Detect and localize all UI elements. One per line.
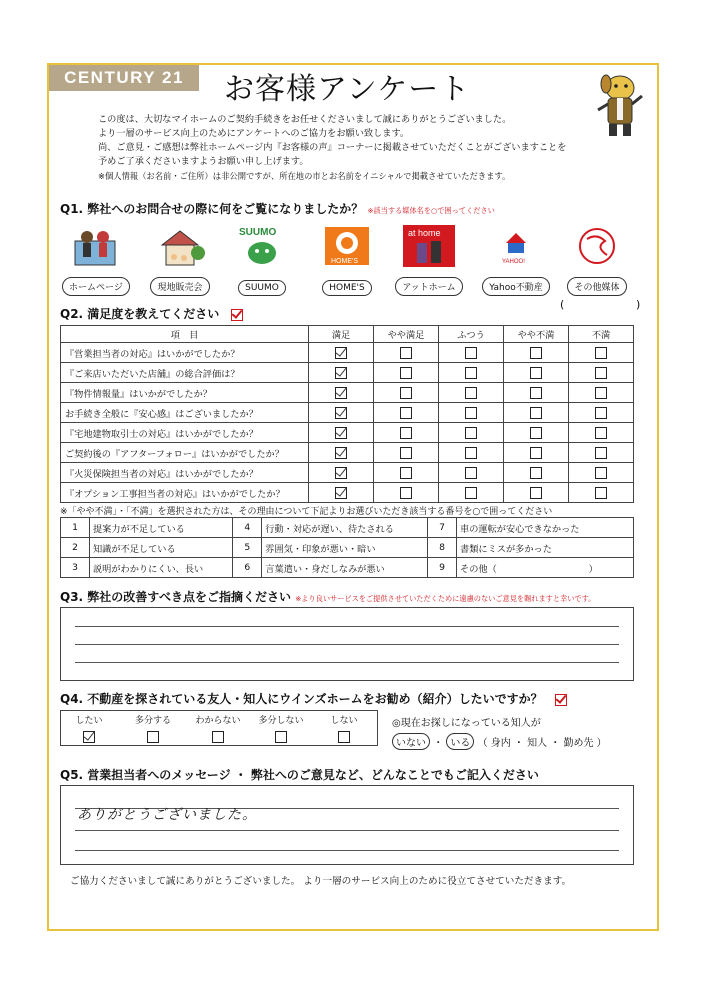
media-open-house[interactable] xyxy=(144,225,216,296)
rating-cell xyxy=(569,343,634,363)
checkbox[interactable] xyxy=(275,731,287,743)
checkbox[interactable] xyxy=(335,487,347,499)
house-illustration-icon xyxy=(69,225,121,267)
media-label: SUUMO xyxy=(238,280,286,296)
option-label: 多分しない xyxy=(258,716,304,726)
separator: ・ xyxy=(433,738,444,749)
rating-cell xyxy=(569,443,634,463)
known-options xyxy=(392,733,607,750)
footer-thanks: ご協力くださいまして誠にありがとうございました。 より一層のサービス向上のために役立てさせていただきます。 xyxy=(70,876,572,887)
checkbox[interactable] xyxy=(338,731,350,743)
question-item: 『火災保険担当者の対応』はいかがでしたか？ xyxy=(61,463,309,483)
checkbox[interactable] xyxy=(335,467,347,479)
rating-cell xyxy=(439,443,504,463)
check-mark-icon xyxy=(231,309,243,321)
rating-cell xyxy=(309,483,374,503)
checkbox[interactable] xyxy=(595,407,607,419)
checkbox[interactable] xyxy=(595,367,607,379)
checkbox[interactable] xyxy=(530,447,542,459)
rating-cell xyxy=(374,343,439,363)
page-title: お客様アンケート xyxy=(224,72,471,107)
rating-cell xyxy=(439,403,504,423)
satisfaction-row xyxy=(61,463,634,483)
family-house-icon xyxy=(154,225,206,267)
media-label: アットホーム xyxy=(395,277,462,296)
rating-cell xyxy=(374,363,439,383)
rating-cell xyxy=(309,443,374,463)
question-item: ご契約後の『アフターフォロー』はいかがでしたか？ xyxy=(61,443,309,463)
checkbox[interactable] xyxy=(530,407,542,419)
rating-cell xyxy=(309,343,374,363)
checkbox[interactable] xyxy=(530,467,542,479)
other-paren-close: ) xyxy=(636,298,641,311)
rating-cell xyxy=(374,383,439,403)
q1-heading xyxy=(60,200,495,217)
rating-cell xyxy=(504,343,569,363)
media-homepage[interactable] xyxy=(62,225,128,296)
satisfaction-row xyxy=(61,363,634,383)
reason-text: 雰囲気・印象が悪い・暗い xyxy=(262,538,428,558)
question-item: お手続き全般に『安心感』はございましたか？ xyxy=(61,403,309,423)
rating-cell xyxy=(439,483,504,503)
checkbox[interactable] xyxy=(530,367,542,379)
reason-note: ※「やや不満」・「不満」を選択された方は、その理由について下記よりお選びいただき該当する番号を○で囲ってください xyxy=(60,507,553,517)
rating-cell xyxy=(309,383,374,403)
reason-number[interactable]: 8 xyxy=(428,538,457,558)
rating-cell xyxy=(374,423,439,443)
checkbox[interactable] xyxy=(595,487,607,499)
question-item: 『営業担当者の対応』はいかがでしたか？ xyxy=(61,343,309,363)
col-header: 不満 xyxy=(569,326,634,343)
rating-cell xyxy=(504,463,569,483)
media-label: Yahoo不動産 xyxy=(482,277,550,296)
media-yahoo[interactable] xyxy=(480,225,552,296)
checkbox[interactable] xyxy=(400,467,412,479)
checkbox[interactable] xyxy=(530,387,542,399)
checkbox[interactable] xyxy=(595,347,607,359)
reason-text: 言葉遣い・身だしなみが悪い xyxy=(262,558,428,578)
rating-cell xyxy=(439,383,504,403)
q3-note: ※より良いサービスをご提供させていただくために遠慮のないご意見を賜れますと幸いです。 xyxy=(295,594,596,603)
media-label: HOME'S xyxy=(322,280,372,296)
checkbox[interactable] xyxy=(335,407,347,419)
svg-text:HOME'S: HOME'S xyxy=(331,258,359,265)
q3-label: Q3. 弊社の改善すべき点をご指摘ください xyxy=(60,590,292,604)
checkbox[interactable] xyxy=(400,407,412,419)
rating-cell xyxy=(439,343,504,363)
option-label: したい xyxy=(75,716,103,726)
checkbox[interactable] xyxy=(335,347,347,359)
reason-number[interactable]: 7 xyxy=(428,518,457,538)
checkbox[interactable] xyxy=(595,447,607,459)
rating-cell xyxy=(504,403,569,423)
rating-cell xyxy=(569,383,634,403)
rating-cell xyxy=(309,463,374,483)
reason-number[interactable]: 5 xyxy=(233,538,262,558)
reason-text: 知識が不足している xyxy=(90,538,233,558)
checkbox[interactable] xyxy=(595,387,607,399)
rating-cell xyxy=(569,463,634,483)
rating-cell xyxy=(504,423,569,443)
intro-line: 予めご了承くださいますようお願い申し上げます。 xyxy=(98,156,309,167)
satisfaction-row xyxy=(61,443,634,463)
checkbox[interactable] xyxy=(212,731,224,743)
rating-cell xyxy=(439,423,504,443)
q2-heading xyxy=(60,305,243,322)
rating-cell xyxy=(439,463,504,483)
checkbox[interactable] xyxy=(465,487,477,499)
reasons-table xyxy=(60,517,634,578)
checkbox[interactable] xyxy=(465,447,477,459)
rating-cell xyxy=(569,483,634,503)
checkbox[interactable] xyxy=(83,731,95,743)
answer-line xyxy=(75,662,619,663)
q4-option-yes[interactable] xyxy=(66,713,112,743)
checkbox[interactable] xyxy=(335,447,347,459)
reason-text: 書類にミスが多かった xyxy=(457,538,634,558)
known-none-option[interactable]: いない xyxy=(392,733,430,750)
q5-heading xyxy=(60,766,539,783)
option-label: しない xyxy=(330,716,358,726)
checkbox[interactable] xyxy=(530,427,542,439)
intro-line: より一層のサービス向上のためにアンケートへのご協力をお願い致します。 xyxy=(98,128,410,139)
media-label: ホームページ xyxy=(62,277,130,296)
checkbox[interactable] xyxy=(400,487,412,499)
answer-line xyxy=(75,830,619,831)
reason-number[interactable]: 4 xyxy=(233,518,262,538)
checkbox[interactable] xyxy=(335,367,347,379)
reason-number[interactable]: 9 xyxy=(428,558,457,578)
rating-cell xyxy=(309,403,374,423)
q5-answer-area[interactable] xyxy=(60,785,634,865)
q4-option-no[interactable] xyxy=(322,713,366,743)
question-item: 『物件情報量』はいかがでしたか？ xyxy=(61,383,309,403)
reason-row xyxy=(61,518,634,538)
checkbox[interactable] xyxy=(595,427,607,439)
intro-text xyxy=(98,113,618,183)
q1-note: ※該当する媒体名を○で囲ってください xyxy=(367,206,495,215)
col-header-item: 項 目 xyxy=(61,326,309,343)
col-header: やや不満 xyxy=(504,326,569,343)
rating-cell xyxy=(569,363,634,383)
col-header: ふつう xyxy=(439,326,504,343)
q4-option-maybe[interactable] xyxy=(126,713,180,743)
checkbox[interactable] xyxy=(465,387,477,399)
svg-text:SUUMO: SUUMO xyxy=(239,227,277,238)
rating-cell xyxy=(309,423,374,443)
checkbox[interactable] xyxy=(465,367,477,379)
relationship-options: （ 身内 ・ 知人 ・ 勤め先 ） xyxy=(477,738,607,749)
rating-cell xyxy=(439,363,504,383)
col-header: やや満足 xyxy=(374,326,439,343)
rating-cell xyxy=(569,403,634,423)
rating-cell xyxy=(374,463,439,483)
checkbox[interactable] xyxy=(400,447,412,459)
media-label: 現地販売会 xyxy=(150,277,209,296)
q4-label: Q4. 不動産を探されている友人・知人にウインズホームをお勧め（紹介）したいですか？ xyxy=(60,692,543,706)
rating-cell xyxy=(309,363,374,383)
sonota-stamp-icon xyxy=(571,225,623,267)
checkbox[interactable] xyxy=(595,467,607,479)
reason-number[interactable]: 1 xyxy=(61,518,90,538)
rating-cell xyxy=(374,443,439,463)
rating-cell xyxy=(504,443,569,463)
checkbox[interactable] xyxy=(147,731,159,743)
q4-heading xyxy=(60,690,567,707)
satisfaction-row xyxy=(61,483,634,503)
checkbox[interactable] xyxy=(335,387,347,399)
checkbox[interactable] xyxy=(400,367,412,379)
rating-cell xyxy=(569,423,634,443)
rating-cell xyxy=(374,403,439,423)
other-paren-open: ( xyxy=(560,298,565,311)
q1-label: Q1. 弊社へのお問合せの際に何をご覧になりましたか？ xyxy=(60,202,364,216)
reason-text: 行動・対応が遅い、待たされる xyxy=(262,518,428,538)
handwritten-answer: ありがとうございました。 xyxy=(77,807,257,823)
question-item: 『オプション工事担当者の対応』はいかがでしたか？ xyxy=(61,483,309,503)
intro-line: 尚、ご意見・ご感想は弊社ホームページ内『お客様の声』コーナーに掲載させていただくことがございますことを xyxy=(98,142,567,153)
option-label: 多分する xyxy=(134,716,171,726)
reason-number[interactable]: 3 xyxy=(61,558,90,578)
checkbox[interactable] xyxy=(400,427,412,439)
reason-text: その他（ ） xyxy=(457,558,634,578)
homes-logo-icon xyxy=(321,225,373,267)
q3-answer-area[interactable] xyxy=(60,607,634,681)
satisfaction-row xyxy=(61,423,634,443)
checkbox[interactable] xyxy=(530,487,542,499)
athome-logo-icon xyxy=(403,225,455,267)
media-label: その他媒体 xyxy=(567,277,626,296)
privacy-note: ※個人情報（お名前・ご住所）は非公開ですが、所在地の市とお名前をイニシャルで掲載させていただきます。 xyxy=(98,171,511,181)
yahoo-house-icon xyxy=(490,225,542,267)
svg-text:at home: at home xyxy=(408,228,441,238)
svg-text:YAHOO!: YAHOO! xyxy=(502,259,525,265)
col-header: 満足 xyxy=(309,326,374,343)
answer-line xyxy=(75,626,619,627)
satisfaction-row xyxy=(61,403,634,423)
checkbox[interactable] xyxy=(465,347,477,359)
q5-label: Q5. 営業担当者へのメッセージ ・ 弊社へのご意見など、どんなことでもご記入ください xyxy=(60,768,539,782)
answer-line xyxy=(75,644,619,645)
known-note: ◎現在お探しになっている知人が xyxy=(392,718,541,729)
reason-row xyxy=(61,538,634,558)
rating-cell xyxy=(504,383,569,403)
checkbox[interactable] xyxy=(465,427,477,439)
satisfaction-table xyxy=(60,325,634,503)
satisfaction-row xyxy=(61,383,634,403)
media-other[interactable] xyxy=(564,225,630,296)
intro-line: この度は、大切なマイホームのご契約手続きをお任せくださいまして誠にありがとうございました。 xyxy=(98,114,512,125)
satisfaction-row xyxy=(61,343,634,363)
rating-cell xyxy=(504,483,569,503)
reason-text: 提案力が不足している xyxy=(90,518,233,538)
century21-logo: CENTURY 21 xyxy=(49,65,199,91)
media-suumo[interactable] xyxy=(232,225,292,296)
question-item: 『宅地建物取引士の対応』はいかがでしたか？ xyxy=(61,423,309,443)
known-some-option[interactable]: いる xyxy=(446,733,474,750)
question-item: 『ご来店いただいた店舗』の総合評価は？ xyxy=(61,363,309,383)
q4-option-unsure[interactable] xyxy=(188,713,248,743)
reason-text: 説明がわかりにくい、長い xyxy=(90,558,233,578)
checkbox[interactable] xyxy=(400,387,412,399)
rating-cell xyxy=(504,363,569,383)
reason-text: 車の運転が安心できなかった xyxy=(457,518,634,538)
rating-cell xyxy=(374,483,439,503)
check-mark-icon xyxy=(555,694,567,706)
q4-option-probably-not[interactable] xyxy=(252,713,310,743)
checkbox[interactable] xyxy=(400,347,412,359)
checkbox[interactable] xyxy=(335,427,347,439)
option-label: わからない xyxy=(195,716,241,726)
checkbox[interactable] xyxy=(465,467,477,479)
checkbox[interactable] xyxy=(465,407,477,419)
checkbox[interactable] xyxy=(530,347,542,359)
reason-number[interactable]: 2 xyxy=(61,538,90,558)
reason-row xyxy=(61,558,634,578)
media-athome[interactable] xyxy=(394,225,464,296)
q3-heading xyxy=(60,588,595,605)
answer-line xyxy=(75,850,619,851)
suumo-logo-icon xyxy=(236,225,288,267)
reason-number[interactable]: 6 xyxy=(233,558,262,578)
q2-label: Q2. 満足度を教えてください xyxy=(60,307,220,321)
media-homes[interactable] xyxy=(316,225,378,296)
